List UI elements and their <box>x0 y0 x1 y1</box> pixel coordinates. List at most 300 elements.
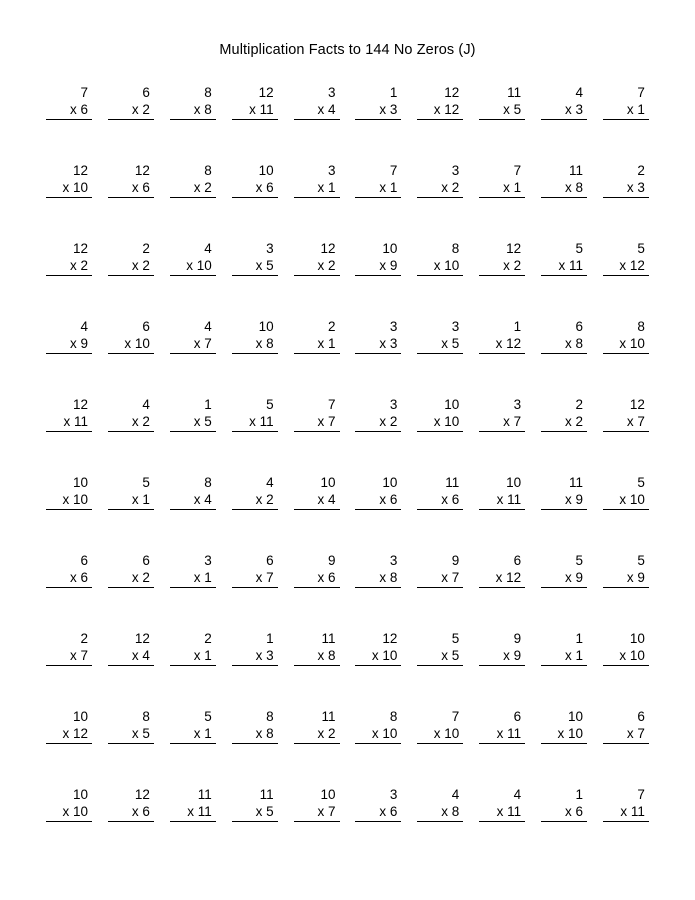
answer-blank[interactable] <box>603 822 649 839</box>
multiplier-with-operator: x 4 <box>170 491 216 510</box>
multiplicand: 7 <box>327 397 336 412</box>
multiplicand: 10 <box>258 319 274 334</box>
multiplier-with-operator: x 11 <box>479 725 525 744</box>
multiplication-problem <box>355 630 401 683</box>
multiplication-problem <box>603 396 649 449</box>
multiplication-problem <box>603 240 649 293</box>
multiplier-with-operator: x 5 <box>170 413 216 432</box>
multiplier-with-operator: x 1 <box>170 647 216 666</box>
multiplier-with-operator: x 9 <box>541 491 587 510</box>
answer-blank[interactable] <box>417 822 463 839</box>
answer-blank[interactable] <box>108 744 154 761</box>
answer-blank[interactable] <box>108 588 154 605</box>
multiplication-problem <box>108 396 154 449</box>
answer-blank[interactable] <box>294 666 340 683</box>
multiplier-with-operator: x 10 <box>417 413 463 432</box>
multiplication-problem <box>541 84 587 137</box>
multiplier-with-operator: x 9 <box>46 335 92 354</box>
answer-blank[interactable] <box>170 276 216 293</box>
multiplication-problem <box>603 630 649 683</box>
answer-blank[interactable] <box>355 354 401 371</box>
multiplicand: 3 <box>451 319 460 334</box>
answer-blank[interactable] <box>46 276 92 293</box>
multiplicand: 4 <box>451 787 460 802</box>
answer-blank[interactable] <box>603 198 649 215</box>
multiplication-problem <box>170 708 216 761</box>
answer-blank[interactable] <box>46 510 92 527</box>
multiplier-with-operator: x 7 <box>479 413 525 432</box>
multiplication-problem <box>479 552 525 605</box>
multiplicand: 12 <box>72 163 88 178</box>
multiplier-with-operator: x 5 <box>417 647 463 666</box>
multiplicand: 2 <box>327 319 336 334</box>
multiplier-with-operator: x 2 <box>541 413 587 432</box>
multiplier-with-operator: x 1 <box>294 335 340 354</box>
multiplicand: 1 <box>389 85 398 100</box>
multiplier-with-operator: x 1 <box>479 179 525 198</box>
answer-blank[interactable] <box>46 354 92 371</box>
multiplier-with-operator: x 1 <box>294 179 340 198</box>
answer-blank[interactable] <box>170 744 216 761</box>
multiplication-problem <box>603 318 649 371</box>
multiplicand: 8 <box>637 319 645 334</box>
multiplier-with-operator: x 8 <box>541 179 587 198</box>
answer-blank[interactable] <box>603 588 649 605</box>
multiplicand: 3 <box>389 397 398 412</box>
answer-blank[interactable] <box>232 588 278 605</box>
answer-blank[interactable] <box>541 666 587 683</box>
multiplication-problem <box>46 474 92 527</box>
multiplier-with-operator: x 11 <box>479 491 525 510</box>
multiplication-problem <box>232 708 278 761</box>
multiplicand: 2 <box>80 631 88 646</box>
answer-blank[interactable] <box>355 198 401 215</box>
multiplicand: 6 <box>80 553 88 568</box>
multiplicand: 1 <box>266 631 274 646</box>
multiplicand: 5 <box>204 709 212 724</box>
answer-blank[interactable] <box>108 120 154 137</box>
multiplier-with-operator: x 6 <box>232 179 278 198</box>
answer-blank[interactable] <box>541 120 587 137</box>
multiplier-with-operator: x 7 <box>294 413 340 432</box>
multiplication-problem <box>479 396 525 449</box>
multiplicand: 10 <box>629 631 645 646</box>
multiplier-with-operator: x 3 <box>355 101 401 120</box>
answer-blank[interactable] <box>170 666 216 683</box>
answer-blank[interactable] <box>541 744 587 761</box>
multiplicand: 12 <box>258 85 274 100</box>
answer-blank[interactable] <box>479 822 525 839</box>
multiplier-with-operator: x 8 <box>417 803 463 822</box>
answer-blank[interactable] <box>170 120 216 137</box>
answer-blank[interactable] <box>294 198 340 215</box>
multiplier-with-operator: x 10 <box>46 491 92 510</box>
answer-blank[interactable] <box>417 120 463 137</box>
answer-blank[interactable] <box>355 120 401 137</box>
multiplication-problem <box>541 786 587 839</box>
multiplier-with-operator: x 6 <box>541 803 587 822</box>
answer-blank[interactable] <box>46 744 92 761</box>
multiplicand: 11 <box>321 709 336 724</box>
multiplier-with-operator: x 11 <box>479 803 525 822</box>
answer-blank[interactable] <box>294 354 340 371</box>
answer-blank[interactable] <box>355 744 401 761</box>
multiplicand: 11 <box>197 787 212 802</box>
multiplicand: 9 <box>513 631 522 646</box>
answer-blank[interactable] <box>170 588 216 605</box>
multiplier-with-operator: x 11 <box>541 257 587 276</box>
answer-blank[interactable] <box>294 120 340 137</box>
multiplier-with-operator: x 9 <box>479 647 525 666</box>
multiplicand: 5 <box>637 241 645 256</box>
answer-blank[interactable] <box>355 432 401 449</box>
answer-blank[interactable] <box>603 666 649 683</box>
multiplicand: 10 <box>382 475 398 490</box>
multiplier-with-operator: x 7 <box>170 335 216 354</box>
multiplicand: 11 <box>568 475 583 490</box>
multiplication-problem <box>355 84 401 137</box>
multiplier-with-operator: x 1 <box>355 179 401 198</box>
multiplier-with-operator: x 10 <box>603 647 649 666</box>
multiplication-problem <box>479 630 525 683</box>
multiplicand: 10 <box>72 709 88 724</box>
answer-blank[interactable] <box>417 510 463 527</box>
multiplicand: 3 <box>327 85 336 100</box>
answer-blank[interactable] <box>232 198 278 215</box>
answer-blank[interactable] <box>479 744 525 761</box>
multiplication-problem <box>541 396 587 449</box>
multiplicand: 5 <box>637 475 645 490</box>
multiplicand: 3 <box>389 787 398 802</box>
multiplier-with-operator: x 1 <box>170 569 216 588</box>
multiplier-with-operator: x 1 <box>541 647 587 666</box>
answer-blank[interactable] <box>541 276 587 293</box>
answer-blank[interactable] <box>108 510 154 527</box>
multiplicand: 12 <box>382 631 398 646</box>
multiplicand: 10 <box>72 787 88 802</box>
multiplier-with-operator: x 10 <box>355 725 401 744</box>
answer-blank[interactable] <box>541 588 587 605</box>
problem-row <box>46 630 649 683</box>
multiplier-with-operator: x 10 <box>46 179 92 198</box>
multiplicand: 8 <box>204 85 212 100</box>
answer-blank[interactable] <box>355 822 401 839</box>
multiplicand: 8 <box>451 241 460 256</box>
multiplication-problem <box>479 318 525 371</box>
multiplicand: 12 <box>134 631 150 646</box>
multiplier-with-operator: x 4 <box>294 101 340 120</box>
multiplication-problem <box>479 708 525 761</box>
multiplication-problem <box>46 240 92 293</box>
multiplicand: 10 <box>567 709 583 724</box>
answer-blank[interactable] <box>603 510 649 527</box>
multiplicand: 2 <box>575 397 583 412</box>
multiplication-problem <box>603 708 649 761</box>
multiplier-with-operator: x 6 <box>355 803 401 822</box>
multiplication-problem <box>108 240 154 293</box>
answer-blank[interactable] <box>232 744 278 761</box>
answer-blank[interactable] <box>294 432 340 449</box>
answer-blank[interactable] <box>108 354 154 371</box>
multiplier-with-operator: x 11 <box>170 803 216 822</box>
answer-blank[interactable] <box>355 588 401 605</box>
answer-blank[interactable] <box>46 822 92 839</box>
answer-blank[interactable] <box>479 666 525 683</box>
multiplier-with-operator: x 2 <box>417 179 463 198</box>
page-title: Multiplication Facts to 144 No Zeros (J) <box>219 42 476 58</box>
answer-blank[interactable] <box>232 666 278 683</box>
multiplication-problem <box>170 318 216 371</box>
answer-blank[interactable] <box>108 822 154 839</box>
multiplier-with-operator: x 5 <box>232 257 278 276</box>
answer-blank[interactable] <box>417 744 463 761</box>
multiplication-problem <box>541 162 587 215</box>
multiplicand: 6 <box>142 85 150 100</box>
problem-row <box>46 552 649 605</box>
problem-row <box>46 396 649 449</box>
multiplier-with-operator: x 3 <box>603 179 649 198</box>
multiplicand: 10 <box>382 241 398 256</box>
multiplication-problem <box>46 786 92 839</box>
answer-blank[interactable] <box>417 588 463 605</box>
answer-blank[interactable] <box>479 354 525 371</box>
answer-blank[interactable] <box>170 510 216 527</box>
multiplicand: 3 <box>266 241 274 256</box>
answer-blank[interactable] <box>46 666 92 683</box>
multiplier-with-operator: x 6 <box>46 569 92 588</box>
multiplication-problem <box>294 162 340 215</box>
multiplicand: 4 <box>575 85 583 100</box>
multiplier-with-operator: x 10 <box>603 335 649 354</box>
multiplication-problem <box>417 396 463 449</box>
multiplier-with-operator: x 6 <box>294 569 340 588</box>
answer-blank[interactable] <box>479 120 525 137</box>
answer-blank[interactable] <box>541 354 587 371</box>
multiplication-problem <box>417 708 463 761</box>
multiplicand: 10 <box>72 475 88 490</box>
multiplication-problem <box>170 552 216 605</box>
answer-blank[interactable] <box>603 744 649 761</box>
multiplicand: 12 <box>72 241 88 256</box>
answer-blank[interactable] <box>479 432 525 449</box>
answer-blank[interactable] <box>417 354 463 371</box>
multiplier-with-operator: x 5 <box>417 335 463 354</box>
answer-blank[interactable] <box>603 354 649 371</box>
answer-blank[interactable] <box>46 198 92 215</box>
multiplier-with-operator: x 9 <box>355 257 401 276</box>
problem-row <box>46 786 649 839</box>
answer-blank[interactable] <box>417 198 463 215</box>
answer-blank[interactable] <box>603 432 649 449</box>
multiplication-problem <box>355 240 401 293</box>
multiplier-with-operator: x 10 <box>108 335 154 354</box>
multiplication-problem <box>355 396 401 449</box>
multiplier-with-operator: x 12 <box>46 725 92 744</box>
answer-blank[interactable] <box>417 666 463 683</box>
multiplication-problem <box>170 474 216 527</box>
answer-blank[interactable] <box>294 744 340 761</box>
answer-blank[interactable] <box>417 432 463 449</box>
multiplication-problem <box>355 552 401 605</box>
multiplier-with-operator: x 2 <box>46 257 92 276</box>
answer-blank[interactable] <box>479 588 525 605</box>
answer-blank[interactable] <box>170 822 216 839</box>
multiplicand: 4 <box>204 319 212 334</box>
multiplicand: 2 <box>637 163 645 178</box>
multiplier-with-operator: x 8 <box>170 101 216 120</box>
multiplication-problem <box>294 240 340 293</box>
multiplication-problem <box>541 318 587 371</box>
answer-blank[interactable] <box>170 432 216 449</box>
answer-blank[interactable] <box>355 510 401 527</box>
multiplier-with-operator: x 6 <box>417 491 463 510</box>
multiplier-with-operator: x 7 <box>294 803 340 822</box>
multiplier-with-operator: x 8 <box>355 569 401 588</box>
multiplication-problem <box>232 396 278 449</box>
multiplication-problem <box>355 786 401 839</box>
multiplication-problem <box>46 318 92 371</box>
multiplier-with-operator: x 12 <box>603 257 649 276</box>
answer-blank[interactable] <box>541 822 587 839</box>
answer-blank[interactable] <box>108 276 154 293</box>
multiplication-problem <box>108 474 154 527</box>
multiplier-with-operator: x 6 <box>355 491 401 510</box>
problem-row <box>46 474 649 527</box>
answer-blank[interactable] <box>108 198 154 215</box>
multiplication-problem <box>541 708 587 761</box>
multiplicand: 12 <box>629 397 645 412</box>
multiplication-problem <box>232 318 278 371</box>
multiplicand: 6 <box>142 319 150 334</box>
problem-row <box>46 240 649 293</box>
multiplication-problem <box>603 84 649 137</box>
multiplicand: 4 <box>204 241 212 256</box>
answer-blank[interactable] <box>541 510 587 527</box>
multiplication-problem <box>232 84 278 137</box>
answer-blank[interactable] <box>232 432 278 449</box>
multiplier-with-operator: x 2 <box>479 257 525 276</box>
multiplier-with-operator: x 6 <box>46 101 92 120</box>
multiplier-with-operator: x 12 <box>479 569 525 588</box>
multiplicand: 12 <box>506 241 522 256</box>
answer-blank[interactable] <box>355 276 401 293</box>
multiplier-with-operator: x 1 <box>170 725 216 744</box>
multiplicand: 5 <box>142 475 150 490</box>
answer-blank[interactable] <box>479 276 525 293</box>
multiplicand: 2 <box>204 631 212 646</box>
multiplicand: 6 <box>266 553 274 568</box>
answer-blank[interactable] <box>355 666 401 683</box>
multiplication-problem <box>294 786 340 839</box>
multiplicand: 7 <box>637 787 645 802</box>
answer-blank[interactable] <box>294 276 340 293</box>
multiplicand: 5 <box>266 397 274 412</box>
multiplication-problem <box>108 552 154 605</box>
multiplier-with-operator: x 2 <box>108 257 154 276</box>
multiplicand: 5 <box>575 553 583 568</box>
multiplier-with-operator: x 2 <box>108 413 154 432</box>
multiplication-problem <box>417 318 463 371</box>
multiplicand: 10 <box>258 163 274 178</box>
multiplication-problem <box>417 240 463 293</box>
multiplication-problem <box>46 162 92 215</box>
multiplicand: 12 <box>444 85 460 100</box>
multiplicand: 3 <box>389 553 398 568</box>
multiplier-with-operator: x 11 <box>46 413 92 432</box>
answer-blank[interactable] <box>108 432 154 449</box>
multiplier-with-operator: x 8 <box>232 725 278 744</box>
answer-blank[interactable] <box>294 822 340 839</box>
answer-blank[interactable] <box>541 198 587 215</box>
answer-blank[interactable] <box>46 432 92 449</box>
multiplier-with-operator: x 9 <box>603 569 649 588</box>
multiplication-problem <box>417 630 463 683</box>
multiplicand: 3 <box>513 397 522 412</box>
answer-blank[interactable] <box>232 276 278 293</box>
answer-blank[interactable] <box>232 822 278 839</box>
multiplication-problem <box>479 240 525 293</box>
multiplication-problem <box>603 786 649 839</box>
answer-blank[interactable] <box>294 588 340 605</box>
multiplication-problem <box>479 786 525 839</box>
multiplication-problem <box>541 240 587 293</box>
multiplication-problem <box>479 84 525 137</box>
multiplicand: 12 <box>72 397 88 412</box>
multiplication-problem <box>170 786 216 839</box>
multiplicand: 8 <box>204 163 212 178</box>
multiplier-with-operator: x 7 <box>603 725 649 744</box>
answer-blank[interactable] <box>232 120 278 137</box>
multiplicand: 8 <box>266 709 274 724</box>
multiplicand: 12 <box>320 241 336 256</box>
multiplication-problem <box>294 318 340 371</box>
multiplicand: 3 <box>204 553 212 568</box>
answer-blank[interactable] <box>603 276 649 293</box>
answer-blank[interactable] <box>108 666 154 683</box>
answer-blank[interactable] <box>479 198 525 215</box>
multiplication-problem <box>355 162 401 215</box>
multiplier-with-operator: x 10 <box>417 257 463 276</box>
multiplication-problem <box>417 84 463 137</box>
answer-blank[interactable] <box>294 510 340 527</box>
multiplication-problem <box>232 630 278 683</box>
multiplication-problem <box>232 552 278 605</box>
multiplier-with-operator: x 5 <box>108 725 154 744</box>
answer-blank[interactable] <box>170 354 216 371</box>
answer-blank[interactable] <box>232 510 278 527</box>
multiplicand: 11 <box>259 787 274 802</box>
multiplicand: 7 <box>637 85 645 100</box>
multiplicand: 3 <box>389 319 398 334</box>
answer-blank[interactable] <box>232 354 278 371</box>
multiplication-problem <box>479 474 525 527</box>
answer-blank[interactable] <box>479 510 525 527</box>
answer-blank[interactable] <box>541 432 587 449</box>
answer-blank[interactable] <box>170 198 216 215</box>
multiplication-problem <box>541 552 587 605</box>
answer-blank[interactable] <box>603 120 649 137</box>
multiplication-problem <box>108 708 154 761</box>
multiplicand: 4 <box>266 475 274 490</box>
multiplicand: 8 <box>389 709 398 724</box>
multiplication-problem <box>108 786 154 839</box>
answer-blank[interactable] <box>417 276 463 293</box>
multiplier-with-operator: x 8 <box>294 647 340 666</box>
answer-blank[interactable] <box>46 588 92 605</box>
multiplier-with-operator: x 11 <box>232 413 278 432</box>
answer-blank[interactable] <box>46 120 92 137</box>
multiplicand: 4 <box>142 397 150 412</box>
